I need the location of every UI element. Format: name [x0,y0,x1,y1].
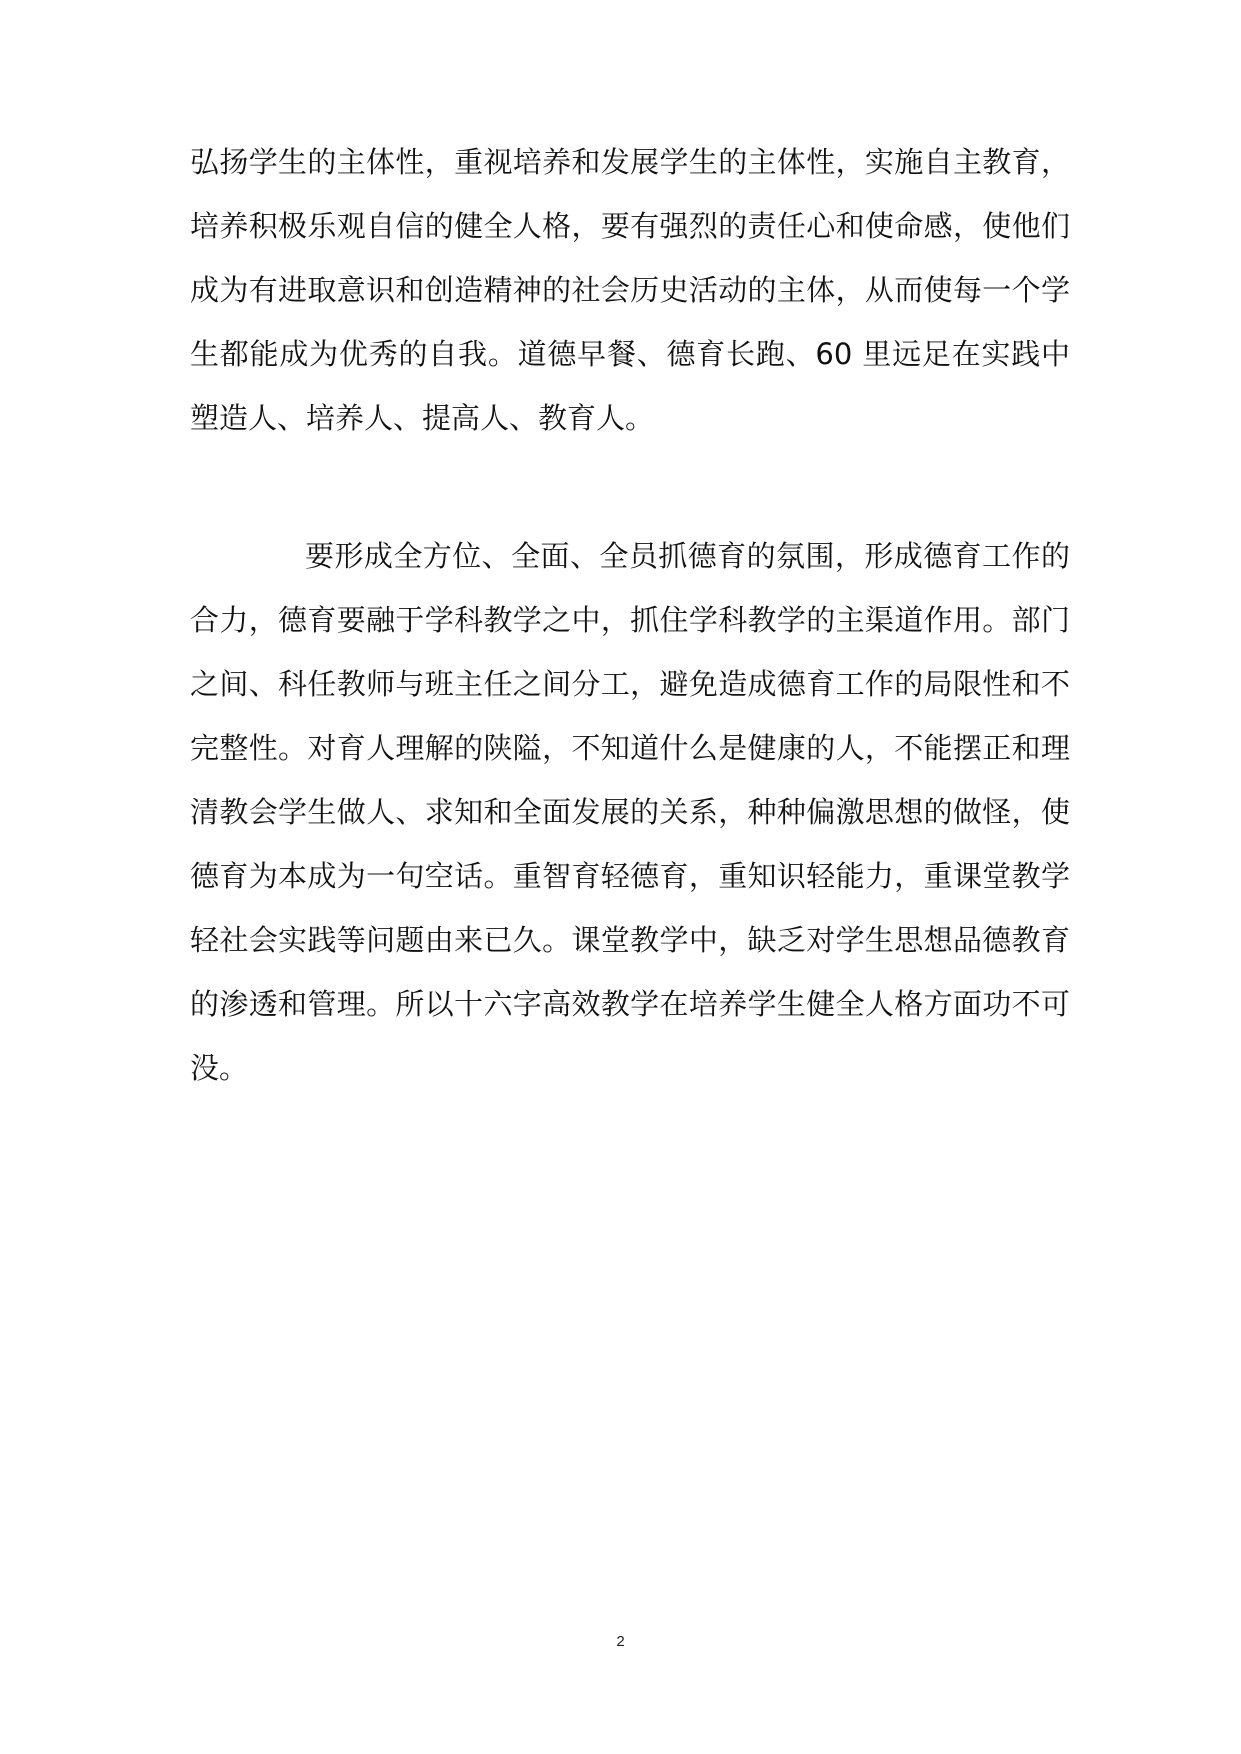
paragraph-line: 之间、科任教师与班主任之间分工，避免造成德育工作的局限性和不 [190,667,1070,701]
paragraph-line: 德育为本成为一句空话。重智育轻德育，重知识轻能力，重课堂教学 [190,859,1070,893]
paragraph-line: 成为有进取意识和创造精神的社会历史活动的主体，从而使每一个学 [190,273,1070,307]
paragraph-line: 的渗透和管理。所以十六字高效教学在培养学生健全人格方面功不可 [190,987,1070,1021]
paragraph-line: 合力，德育要融于学科教学之中，抓住学科教学的主渠道作用。部门 [190,603,1070,637]
paragraph-line: 塑造人、培养人、提高人、教育人。 [190,401,655,435]
paragraph-line: 清教会学生做人、求知和全面发展的关系，种种偏激思想的做怪，使 [190,795,1070,829]
paragraph-line: 没。 [190,1051,249,1085]
page-number: 2 [616,1633,625,1650]
paragraph-line: 生都能成为优秀的自我。道德早餐、德育长跑、60 里远足在实践中 [190,337,1070,371]
paragraph-line: 要形成全方位、全面、全员抓德育的氛围，形成德育工作的 [305,539,1070,573]
paragraph-line: 弘扬学生的主体性，重视培养和发展学生的主体性，实施自主教育， [190,145,1070,179]
paragraph-line: 培养积极乐观自信的健全人格，要有强烈的责任心和使命感，使他们 [190,209,1070,243]
paragraph-line: 完整性。对育人理解的陕隘，不知道什么是健康的人，不能摆正和理 [190,731,1070,765]
paragraph-line: 轻社会实践等问题由来已久。课堂教学中，缺乏对学生思想品德教育 [190,923,1070,957]
